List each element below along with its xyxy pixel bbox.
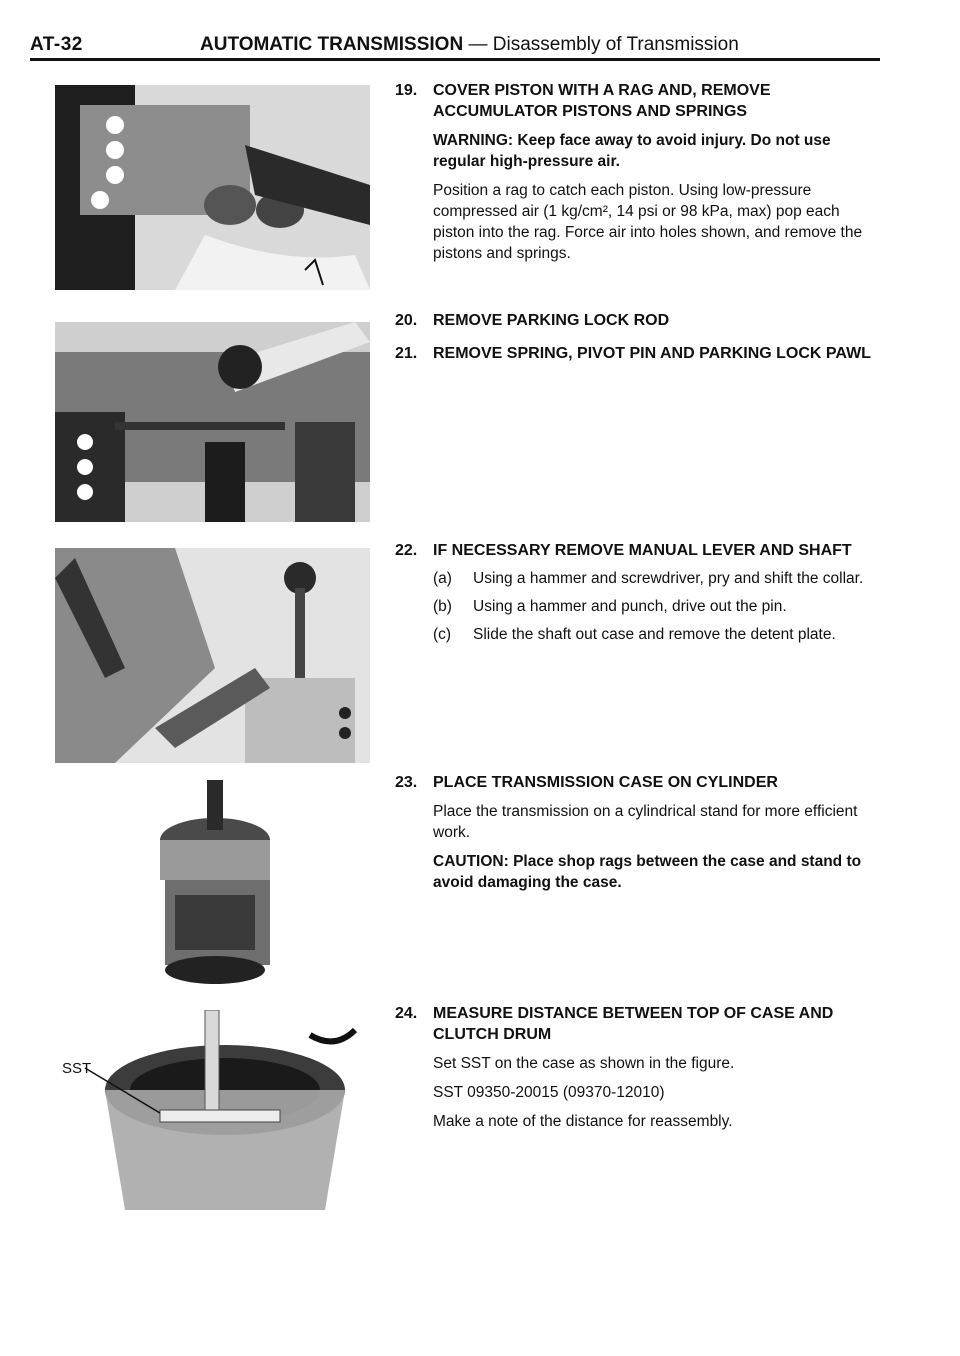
warning-note: [433, 130, 880, 172]
step-number: 24.: [395, 1005, 418, 1022]
page-number: AT-32: [30, 34, 83, 55]
caution-label: CAUTION:: [433, 853, 509, 870]
substep: [433, 568, 880, 589]
step-body: Position a rag to catch each piston. Using low-pressure compressed air (1 kg/cm², 14 psi or 98 kPa, max) pop each piston into the rag. Force air into holes shown, and remove the pistons and springs.: [433, 182, 863, 262]
substep-label: (a): [433, 570, 452, 587]
caution-note: [433, 851, 880, 893]
step-number: 20.: [395, 312, 418, 329]
step-24: [395, 1003, 880, 1132]
step-title: MEASURE DISTANCE BETWEEN TOP OF CASE AND CLUTCH DRUM: [433, 1005, 834, 1043]
header-rule: [30, 58, 880, 61]
step-22: [395, 540, 880, 645]
substep-text: Using a hammer and punch, drive out the pin.: [473, 598, 787, 615]
step-number: 21.: [395, 345, 418, 362]
substep-label: (b): [433, 598, 452, 615]
substep-text: Slide the shaft out case and remove the detent plate.: [473, 626, 836, 643]
section-title-sub: — Disassembly of Transmission: [468, 34, 739, 55]
substep: [433, 596, 880, 617]
step-19: [395, 80, 880, 264]
step-number: 23.: [395, 774, 418, 791]
step-title: REMOVE SPRING, PIVOT PIN AND PARKING LOCK PAWL: [433, 345, 871, 362]
step-line: Make a note of the distance for reassembly.: [433, 1113, 733, 1130]
substep-label: (c): [433, 626, 452, 643]
step-title: REMOVE PARKING LOCK ROD: [433, 312, 670, 329]
step-number: 22.: [395, 542, 418, 559]
photo-parking-lock: [55, 322, 370, 522]
step-title: COVER PISTON WITH A RAG AND, REMOVE ACCUMULATOR PISTONS AND SPRINGS: [433, 82, 771, 120]
photo-accumulator-pistons: [55, 85, 370, 290]
photo-case-on-cylinder: [55, 780, 370, 990]
substep-text: Using a hammer and screwdriver, pry and shift the collar.: [473, 570, 864, 587]
photo-manual-lever-shaft: [55, 548, 370, 763]
substep: [433, 624, 880, 645]
warning-text: Keep face away to avoid injury. Do not use regular high-pressure air.: [433, 132, 831, 170]
step-number: 19.: [395, 82, 418, 99]
section-title: [200, 34, 739, 56]
step-21: [395, 343, 880, 364]
caution-text: Place shop rags between the case and stand to avoid damaging the case.: [433, 853, 862, 891]
step-line: SST 09350-20015 (09370-12010): [433, 1084, 665, 1101]
section-title-main: AUTOMATIC TRANSMISSION: [200, 34, 464, 55]
photo-measure-sst: [55, 1010, 370, 1220]
page-header: [30, 30, 880, 58]
step-23: [395, 772, 880, 893]
step-body: Place the transmission on a cylindrical stand for more efficient work.: [433, 803, 858, 841]
step-title: IF NECESSARY REMOVE MANUAL LEVER AND SHAFT: [433, 542, 852, 559]
sst-callout-label: SST: [62, 1060, 92, 1077]
step-20: [395, 310, 880, 331]
warning-label: WARNING:: [433, 132, 514, 149]
step-title: PLACE TRANSMISSION CASE ON CYLINDER: [433, 774, 778, 791]
step-line: Set SST on the case as shown in the figure.: [433, 1055, 735, 1072]
